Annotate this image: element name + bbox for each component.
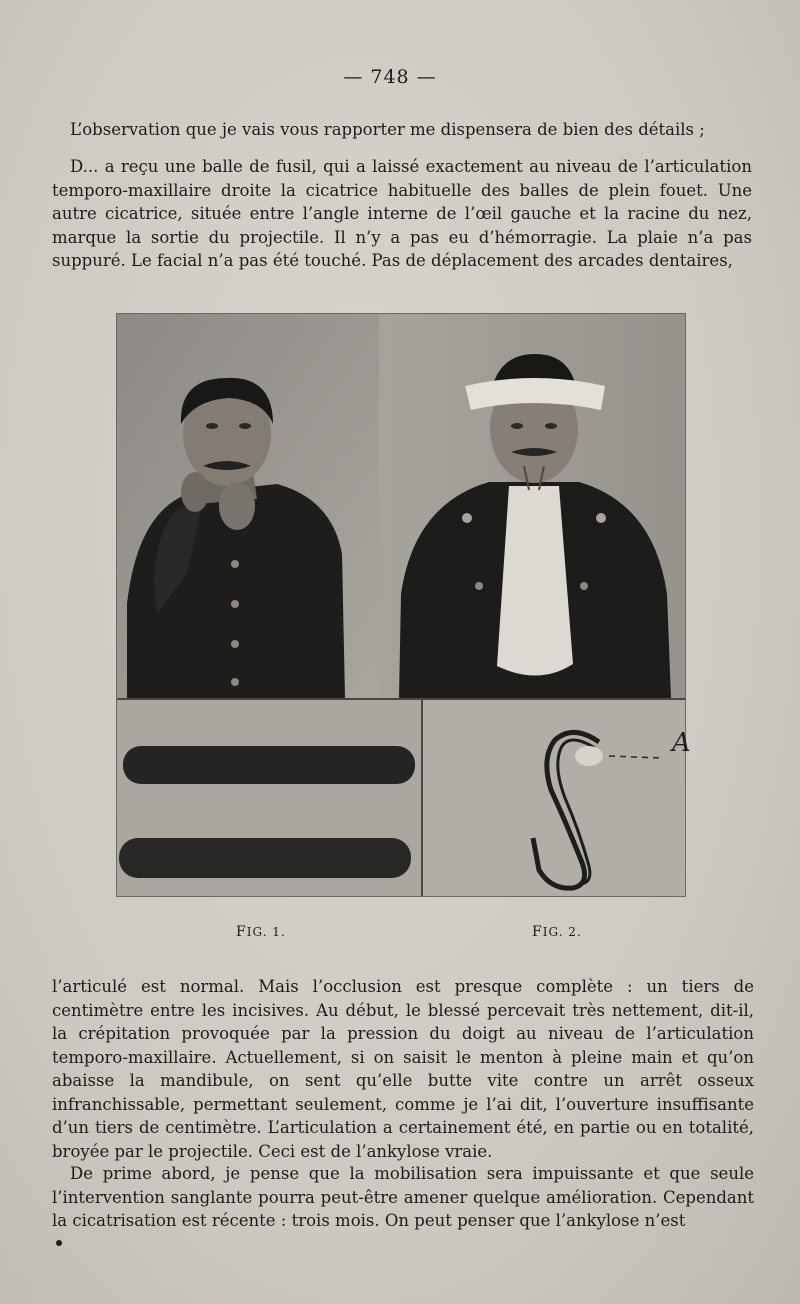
fig1-rest: IG. 1. xyxy=(246,925,286,939)
photo-patient-bandaged xyxy=(379,314,685,698)
photo-patient-mouth-closed xyxy=(117,314,379,698)
figure-plate xyxy=(116,313,686,897)
figure-2-caption xyxy=(532,924,582,940)
fig2-rest: IG. 2. xyxy=(542,925,582,939)
page-number: — 748 — xyxy=(343,66,437,88)
figure-1-caption xyxy=(236,924,286,940)
paragraph-treatment: De prime abord, je pense que la mobilisation sera impuissante et que seule l’intervention sanglante pourra peut-être amener quelque amélioration. Cependant la cicatrisation est récente : trois mois. On peut penser que l’ankylose n’est xyxy=(52,1164,754,1230)
paragraph-intro: L’observation que je vais vous rapporter me dispensera de bien des détails ; xyxy=(70,120,705,139)
paragraph-case: D... a reçu une balle de fusil, qui a laissé exactement au niveau de l’articulation temporo-maxillaire droite la cicatrice habituelle des balles de plein fouet. Une autre cicatrice, située entre l’angle interne de l’œil gauche et la racine du nez, marque la sortie du projectile. Il n’y a pas eu d’hémorragie. La plaie n’a pas suppuré. Le facial n’a pas été touché. Pas de déplacement des arcades dentaires, xyxy=(52,157,752,270)
fig1-initial: F xyxy=(236,924,247,940)
wire-label-a: A xyxy=(672,728,691,758)
ink-dot xyxy=(56,1240,62,1246)
paragraph-occlusion: l’articulé est normal. Mais l’occlusion est presque complète : un tiers de centimètre entre les incisives. Au début, le blessé percevait très nettement, dit-il, la crépitation provoquée par la pression du doigt au niveau de l’articulation temporo-maxillaire. Actuellement, si on saisit le menton à pleine main et qu’on abaisse la mandibule, on sent qu’elle butte vite contre un arrêt osseux infranchissable, permettant seulement, comme je l’ai dit, l’ouverture insuffisante d’un tiers de centimètre. L’articulation a certainement été, en partie ou en totalité, broyée par le projectile. Ceci est de l’ankylose vraie. xyxy=(52,977,754,1161)
photo-splint-bars xyxy=(117,700,421,896)
fig2-initial: F xyxy=(532,924,543,940)
photo-wire-apparatus xyxy=(423,700,685,896)
